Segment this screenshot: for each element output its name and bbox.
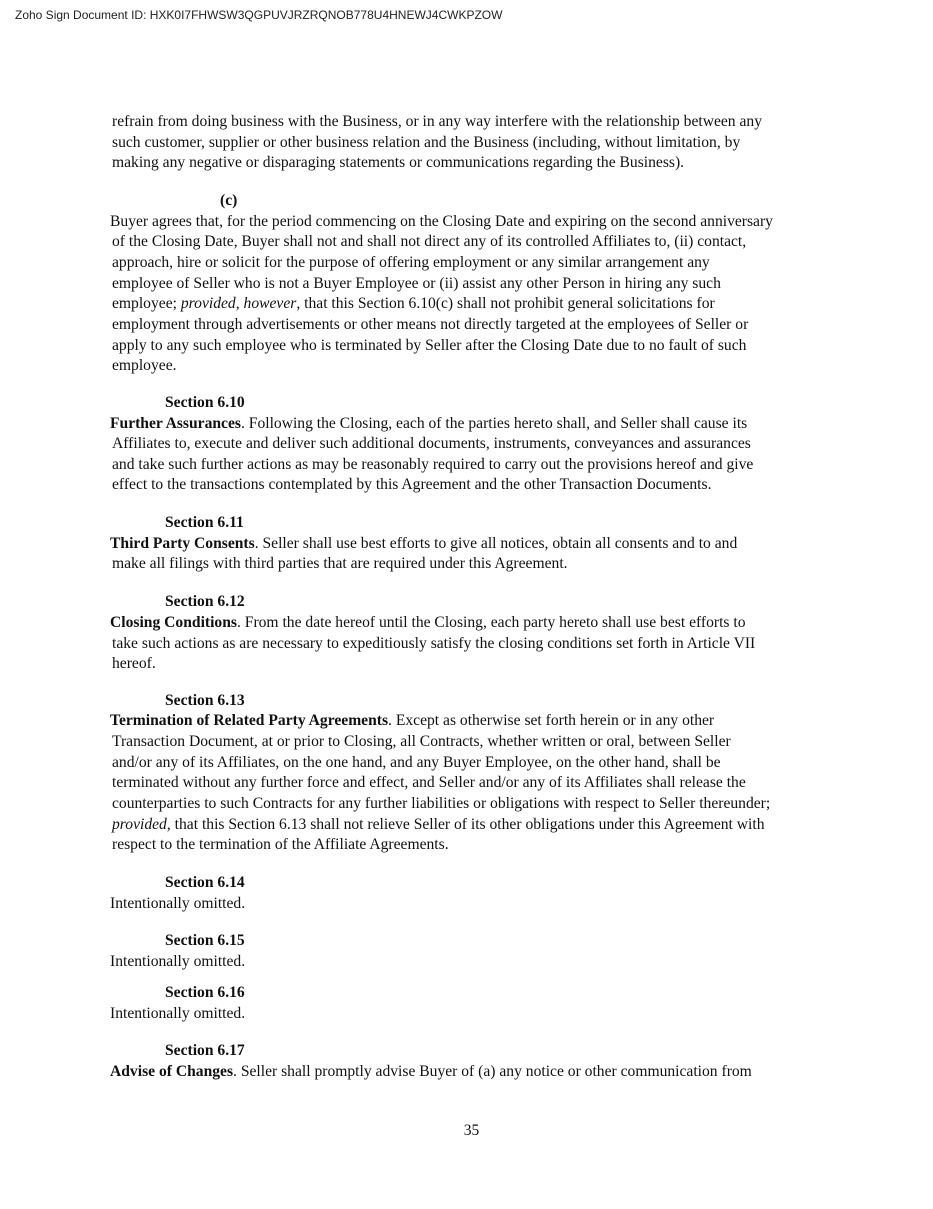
text-run: , that this Section 6.13 shall not relieve Seller of its other obligations under this Agreement with bbox=[166, 816, 765, 833]
paragraph-line: take such actions as are necessary to expeditiously satisfy the closing conditions set forth in Article VII bbox=[112, 635, 756, 652]
section-title: Termination of Related Party Agreements bbox=[110, 712, 389, 729]
document-id: Zoho Sign Document ID: HXK0I7FHWSW3QGPUVJRZRQNOB778U4HNEWJ4CWKPZOW bbox=[15, 8, 503, 22]
paragraph-line: Intentionally omitted. bbox=[110, 953, 246, 970]
paragraph-line: employment through advertisements or other means not directly targeted at the employees of Seller or bbox=[112, 316, 749, 333]
paragraph-line: such customer, supplier or other business relation and the Business (including, without limitation, by bbox=[112, 134, 741, 151]
paragraph-line bbox=[110, 711, 714, 731]
paragraph-line: make all filings with third parties that are required under this Agreement. bbox=[112, 555, 568, 572]
paragraph-line: apply to any such employee who is terminated by Seller after the Closing Date due to no fault of such bbox=[112, 337, 747, 354]
page-number: 35 bbox=[463, 1122, 480, 1139]
paragraph-line: terminated without any further force and effect, and Seller and/or any of its Affiliates shall release the bbox=[112, 774, 746, 791]
text-run: . Seller shall promptly advise Buyer of (a) any notice or other communication from bbox=[233, 1063, 752, 1080]
paragraph-line: approach, hire or solicit for the purpose of offering employment or any similar arrangement any bbox=[112, 254, 710, 271]
section-heading: Section 6.13 bbox=[165, 692, 245, 709]
paragraph-line: effect to the transactions contemplated by this Agreement and the other Transaction Documents. bbox=[112, 476, 712, 493]
paragraph-line: and/or any of its Affiliates, on the one hand, and any Buyer Employee, on the other hand, shall be bbox=[112, 754, 721, 771]
paragraph-line: counterparties to such Contracts for any further liabilities or obligations with respect to Seller thereunder; bbox=[112, 795, 771, 812]
paragraph-line: Buyer agrees that, for the period commencing on the Closing Date and expiring on the second anniversary bbox=[110, 213, 773, 230]
paragraph-line: making any negative or disparaging statements or communications regarding the Business). bbox=[112, 154, 685, 171]
text-run: . Following the Closing, each of the parties hereto shall, and Seller shall cause its bbox=[240, 415, 748, 432]
section-heading: Section 6.12 bbox=[165, 593, 245, 610]
italic-however: however bbox=[243, 295, 297, 312]
paragraph-line: and take such further actions as may be reasonably required to carry out the provisions hereof and give bbox=[112, 456, 754, 473]
subsection-label: (c) bbox=[220, 192, 238, 209]
section-title: Advise of Changes bbox=[110, 1063, 234, 1080]
section-heading: Section 6.16 bbox=[165, 984, 245, 1001]
paragraph-line: Affiliates to, execute and deliver such additional documents, instruments, conveyances and assurances bbox=[112, 435, 751, 452]
paragraph-line: Transaction Document, at or prior to Closing, all Contracts, whether written or oral, between Seller bbox=[112, 733, 731, 750]
paragraph-line bbox=[110, 613, 746, 633]
italic-provided: provided bbox=[180, 295, 236, 312]
italic-provided: provided bbox=[112, 816, 167, 833]
section-heading: Section 6.14 bbox=[165, 874, 245, 891]
section-title: Closing Conditions bbox=[110, 614, 237, 631]
paragraph-line: respect to the termination of the Affiliate Agreements. bbox=[112, 836, 449, 853]
section-heading: Section 6.10 bbox=[165, 394, 245, 411]
paragraph-line bbox=[110, 534, 737, 554]
section-title: Further Assurances bbox=[110, 415, 241, 432]
section-heading: Section 6.15 bbox=[165, 932, 245, 949]
paragraph-line bbox=[110, 1062, 752, 1082]
paragraph-line: of the Closing Date, Buyer shall not and shall not direct any of its controlled Affiliates to, (ii) contact, bbox=[112, 233, 747, 250]
section-title: Third Party Consents bbox=[110, 535, 255, 552]
paragraph-line: Intentionally omitted. bbox=[110, 895, 246, 912]
text-run: employee; bbox=[112, 295, 181, 312]
paragraph-line: employee of Seller who is not a Buyer Employee or (ii) assist any other Person in hiring any such bbox=[112, 275, 721, 292]
text-run: . Seller shall use best efforts to give all notices, obtain all consents and to and bbox=[254, 535, 738, 552]
paragraph-line bbox=[110, 414, 747, 434]
text-run: . From the date hereof until the Closing, each party hereto shall use best efforts to bbox=[236, 614, 746, 631]
paragraph-line: employee. bbox=[112, 357, 177, 374]
paragraph-line bbox=[112, 815, 765, 835]
section-heading: Section 6.11 bbox=[165, 514, 244, 531]
section-heading: Section 6.17 bbox=[165, 1042, 245, 1059]
text-run: , bbox=[235, 295, 244, 312]
text-run: . Except as otherwise set forth herein or in any other bbox=[388, 712, 715, 729]
paragraph-line: refrain from doing business with the Business, or in any way interfere with the relationship between any bbox=[112, 113, 763, 130]
text-run: , that this Section 6.10(c) shall not prohibit general solicitations for bbox=[296, 295, 715, 312]
paragraph-line bbox=[112, 294, 715, 314]
paragraph-line: Intentionally omitted. bbox=[110, 1005, 246, 1022]
paragraph-line: hereof. bbox=[112, 655, 156, 672]
